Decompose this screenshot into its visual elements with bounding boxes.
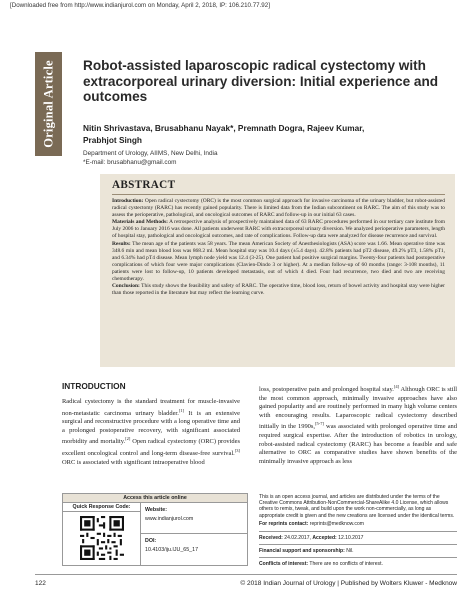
website-label: Website: xyxy=(145,507,167,513)
received-date: 24.02.2017, xyxy=(282,534,313,541)
abstract-results xyxy=(112,241,445,284)
introduction-right-column xyxy=(259,383,457,466)
abstract-methods xyxy=(112,219,445,240)
conflicts-line xyxy=(259,561,457,567)
authors xyxy=(83,123,453,146)
authors-line-2: Prabhjot Singh xyxy=(83,134,142,145)
access-online-box xyxy=(62,493,248,566)
abstract-introduction-label: Introduction: xyxy=(112,198,144,204)
abstract-box xyxy=(100,174,455,367)
website-link[interactable]: www.indianjurol.com xyxy=(145,516,194,522)
intro-text-3: Open radical cystectomy (ORC) provides excellent oncological control and long-term disease-free survival. xyxy=(62,438,240,458)
reprints-label: For reprints contact: xyxy=(259,521,309,528)
doi-link[interactable]: 10.4103/iju.IJU_65_17 xyxy=(145,547,199,553)
doi-cell xyxy=(141,534,247,565)
abstract-methods-text: A retrospective analysis of prospectively maintained data of 63 RARC procedures performed in our tertiary care institute from July 2006 to January 2016 was done. All patients underwent RARC with extracorporeal urinary diversion. We analyzed perioperative parameters, length of hospital stay, pathological and oncological outcomes, and rate of complications. Follow-up data were analyzed for disease recurrence and survival. xyxy=(112,219,445,240)
accepted-date: 12.10.2017 xyxy=(336,534,364,541)
authors-line-1: Nitin Shrivastava, Brusabhanu Nayak*, Premnath Dogra, Rajeev Kumar, xyxy=(83,123,365,133)
intro-text-5: loss, postoperative pain and prolonged hospital stay. xyxy=(259,386,394,394)
citation-1[interactable]: [1] xyxy=(178,407,185,413)
reprints-email[interactable]: reprints@medknow.com xyxy=(308,521,364,528)
qr-label: Quick Response Code: xyxy=(63,503,140,512)
financial-label: Financial support and sponsorship: xyxy=(259,547,345,554)
conflicts-value: There are no conflicts of interest. xyxy=(308,561,383,568)
qr-section xyxy=(63,503,141,565)
affiliation-email: *E-mail: brusabhanu@gmail.com xyxy=(83,158,177,166)
abstract-conclusion xyxy=(112,283,445,297)
abstract-introduction xyxy=(112,198,445,219)
financial-value: Nil. xyxy=(344,547,354,554)
intro-text-7: was associated with prolonged operative time and required surgical expertise. After the introduction of robotics in urology, robot-assisted radical cystectomy (RARC) has become a feasible and safe alternative to ORC as comparative studies have shown benefits of the minimally invasive approach as less xyxy=(259,423,457,465)
page-number: 122 xyxy=(35,580,46,587)
abstract-introduction-text: Open radical cystectomy (ORC) is the most common surgical approach for invasive carcinoma of the urinary bladder, but robot-assisted radical cystectomy (RARC) has recently gained popularity. There is limited data from the Indian subcontinent on RARC. The aim of this study was to assess the perioperative, pathological, and oncological outcomes of RARC and follow-up in our initial 63 cases. xyxy=(112,198,445,219)
introduction-left-column xyxy=(62,398,240,467)
citation-4[interactable]: [4] xyxy=(393,384,400,389)
license-text: This is an open access journal, and articles are distributed under the terms of the Creative Commons Attribution-NonCommercial-ShareAlike 4.0 License, which allows others to remix, tweak, and build upon the work non-commercially, as long as appropriate credit is given and the new creations are licensed under the identical terms. xyxy=(259,494,455,519)
license-divider xyxy=(259,531,457,532)
abstract-body xyxy=(112,198,445,297)
received-label: Received: xyxy=(259,534,283,541)
abstract-results-label: Results: xyxy=(112,240,131,247)
footer-divider xyxy=(35,574,457,575)
doi-label: DOI: xyxy=(145,538,157,544)
abstract-heading: ABSTRACT xyxy=(112,179,445,195)
article-title: Robot-assisted laparoscopic radical cystectomy with extracorporeal urinary diversion: Initial experience and outcomes xyxy=(83,58,439,104)
download-banner: [Downloaded free from http://www.indianjurol.com on Monday, April 2, 2018, IP: 106.210.77.92] xyxy=(10,2,270,9)
dates-line xyxy=(259,535,457,541)
citation-5-7[interactable]: [5-7] xyxy=(315,421,325,427)
footer-copyright: © 2018 Indian Journal of Urology | Published by Wolters Kluwer - Medknow xyxy=(240,580,457,587)
abstract-methods-label: Materials and Methods: xyxy=(112,219,168,226)
introduction-heading: INTRODUCTION xyxy=(62,381,126,391)
citation-3[interactable]: [3] xyxy=(234,448,240,454)
license-block xyxy=(259,494,457,570)
abstract-conclusion-label: Conclusion: xyxy=(112,283,140,290)
abstract-conclusion-text: This study shows the feasibility and safety of RARC. The operative time, blood loss, return of bowel activity and hospital stay were higher than those reported in the literature but may reflect the learning curve. xyxy=(112,283,445,297)
abstract-results-text: The mean age of the patients was 58 years. The mean American Society of Anesthesiologists (ASA) score was 1.66. Mean operative time was 348.6 min and mean blood loss was 868.2 ml. Mean hospital stay was 10.4 days (±5.4 days). 42.8% patients had pT2 disease, 49.2% pT3, 1.58% pT1, and 6.34% had pT4 disease. Mean lymph node yield was 12.4 (3-25). One patient had positive surgical margins. Twenty-four patients had postoperative complications of which four were major complications (Clavien-Dindo 3 or higher). At a median follow-up of 60 months (range: 3-108 months), 11 patients were lost to follow-up, 10 patients developed metastasis, out of which 4 died. Four had recurrence, two died and two are receiving chemotherapy. xyxy=(112,240,445,283)
article-type-label: Original Article xyxy=(41,60,55,148)
qr-code-icon[interactable] xyxy=(80,516,124,560)
intro-text-1: Radical cystectomy is the standard treatment for muscle-invasive non-metastatic carcinoma urinary bladder. xyxy=(62,398,240,417)
citation-2[interactable]: [2] xyxy=(125,436,131,442)
website-cell xyxy=(141,503,247,534)
license-divider-2 xyxy=(259,544,457,545)
affiliation-dept: Department of Urology, AIIMS, New Delhi, India xyxy=(83,150,218,157)
conflicts-label: Conflicts of interest: xyxy=(259,561,309,568)
article-type-tab xyxy=(35,52,62,156)
license-divider-3 xyxy=(259,557,457,558)
accepted-label: Accepted: xyxy=(312,534,337,541)
access-box-title: Access this article online xyxy=(63,494,247,503)
intro-text-2: It is an extensive surgical and reconstructive procedure with a long operative time and a prolonged postoperative recovery, with significant associated morbidity and mortality. xyxy=(62,409,240,446)
access-info xyxy=(141,503,247,565)
reprints-line xyxy=(259,521,457,527)
intro-text-6: Although ORC is still the most common approach, minimally invasive approaches have also gained popularity and are routinely performed in many high volume centers with encouraging results. Laparoscopic radical cystectomy described initially in the 1990s, xyxy=(259,386,458,431)
intro-text-4: ORC is associated with significant intraoperative blood xyxy=(62,458,205,466)
affiliation xyxy=(83,150,453,167)
financial-line xyxy=(259,548,457,554)
